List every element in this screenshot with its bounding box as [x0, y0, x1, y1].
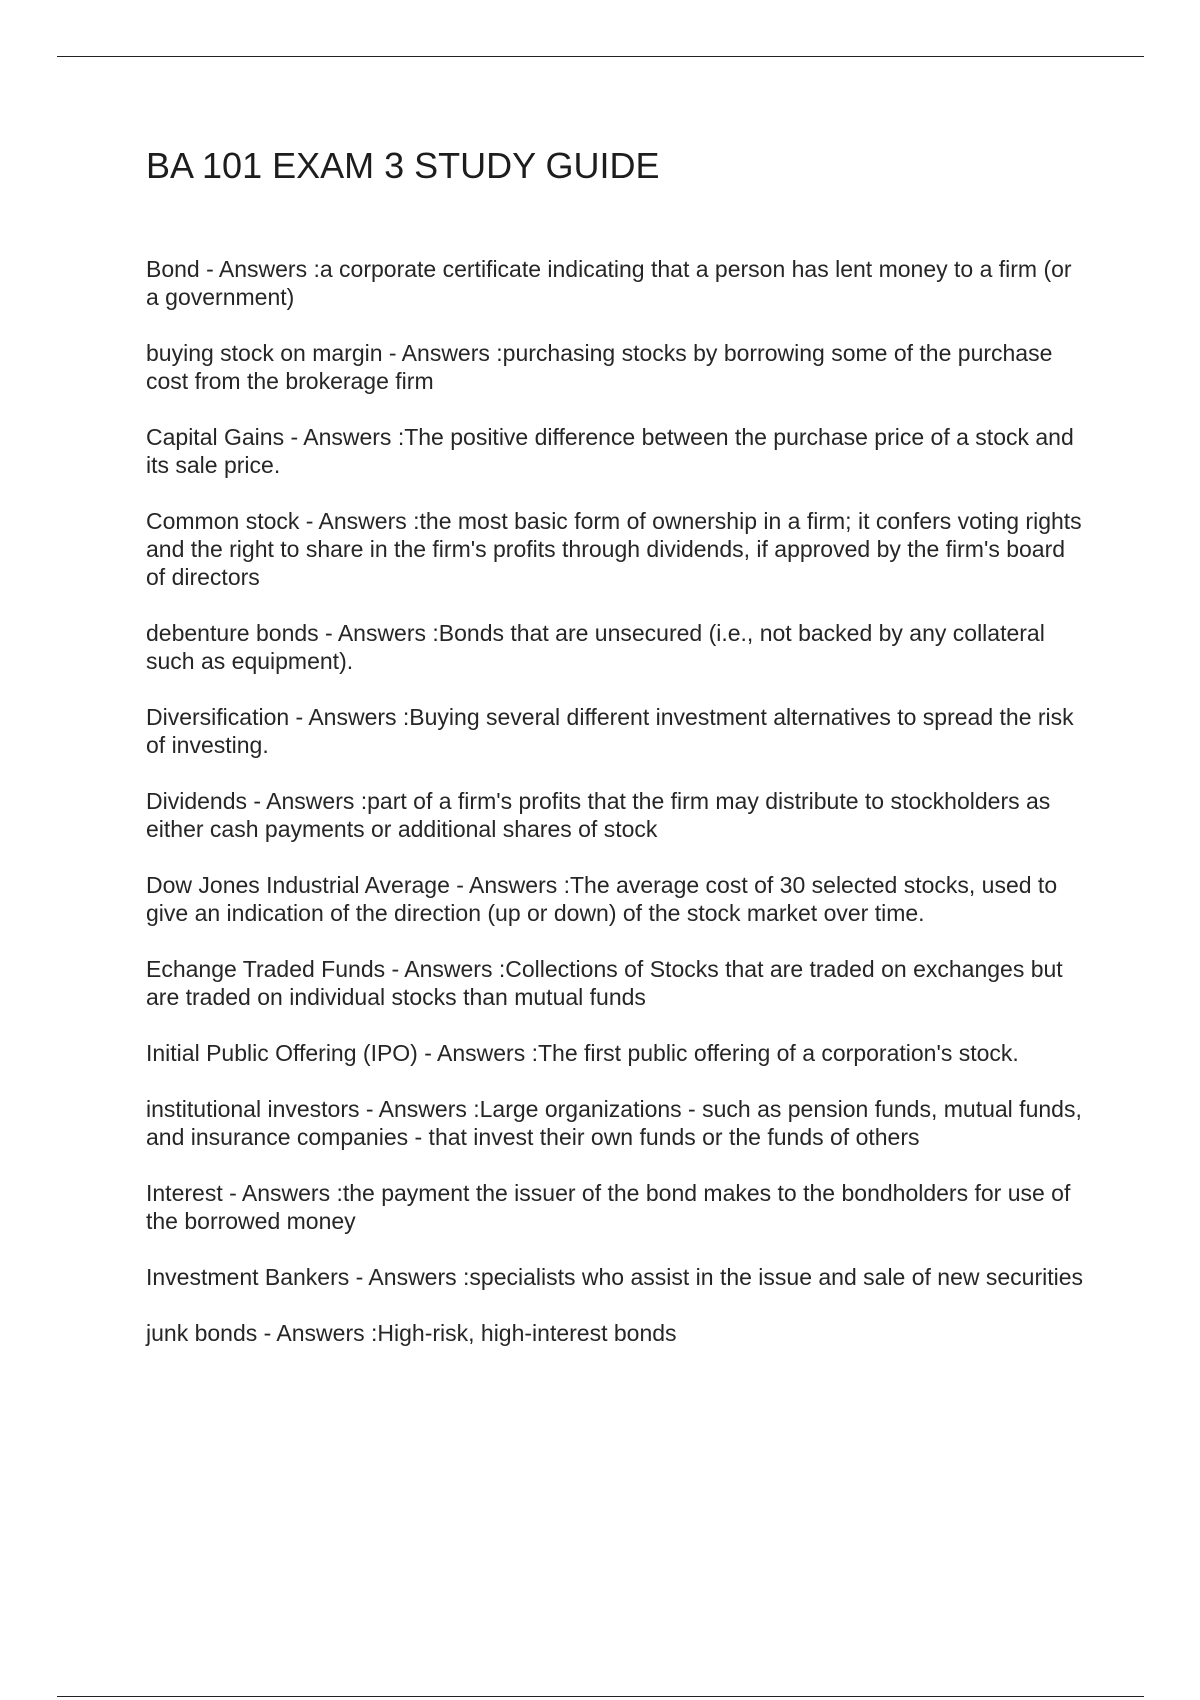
- term-entry: institutional investors - Answers :Large organizations - such as pension funds, mutual funds, and insurance companies - that invest their own funds or the funds of others: [146, 1096, 1082, 1150]
- term-entry: Dow Jones Industrial Average - Answers :The average cost of 30 selected stocks, used to give an indication of the direction (up or down) of the stock market over time.: [146, 872, 1058, 926]
- term-entry: Echange Traded Funds - Answers :Collections of Stocks that are traded on exchanges but are traded on individual stocks than mutual funds: [146, 956, 1063, 1010]
- term-entry: Investment Bankers - Answers :specialists who assist in the issue and sale of new securities: [146, 1264, 1084, 1290]
- term-list: [146, 255, 1086, 1375]
- top-divider: [57, 56, 1144, 57]
- term-entry: Capital Gains - Answers :The positive difference between the purchase price of a stock and its sale price.: [146, 424, 1074, 478]
- term-entry: junk bonds - Answers :High-risk, high-interest bonds: [146, 1320, 677, 1346]
- term-entry: Interest - Answers :the payment the issuer of the bond makes to the bondholders for use of the borrowed money: [146, 1180, 1071, 1234]
- page-title: BA 101 EXAM 3 STUDY GUIDE: [146, 145, 660, 186]
- term-entry: Dividends - Answers :part of a firm's profits that the firm may distribute to stockholders as either cash payments or additional shares of stock: [146, 788, 1051, 842]
- term-entry: debenture bonds - Answers :Bonds that are unsecured (i.e., not backed by any collateral such as equipment).: [146, 620, 1045, 674]
- term-entry: Common stock - Answers :the most basic form of ownership in a firm; it confers voting rights and the right to share in the firm's profits through dividends, if approved by the firm's board of directors: [146, 508, 1082, 590]
- term-entry: Diversification - Answers :Buying several different investment alternatives to spread the risk of investing.: [146, 704, 1074, 758]
- term-entry: buying stock on margin - Answers :purchasing stocks by borrowing some of the purchase cost from the brokerage firm: [146, 340, 1053, 394]
- term-entry: Initial Public Offering (IPO) - Answers :The first public offering of a corporation's stock.: [146, 1040, 1019, 1066]
- bottom-divider: [57, 1696, 1144, 1697]
- term-entry: Bond - Answers :a corporate certificate indicating that a person has lent money to a firm (or a government): [146, 256, 1072, 310]
